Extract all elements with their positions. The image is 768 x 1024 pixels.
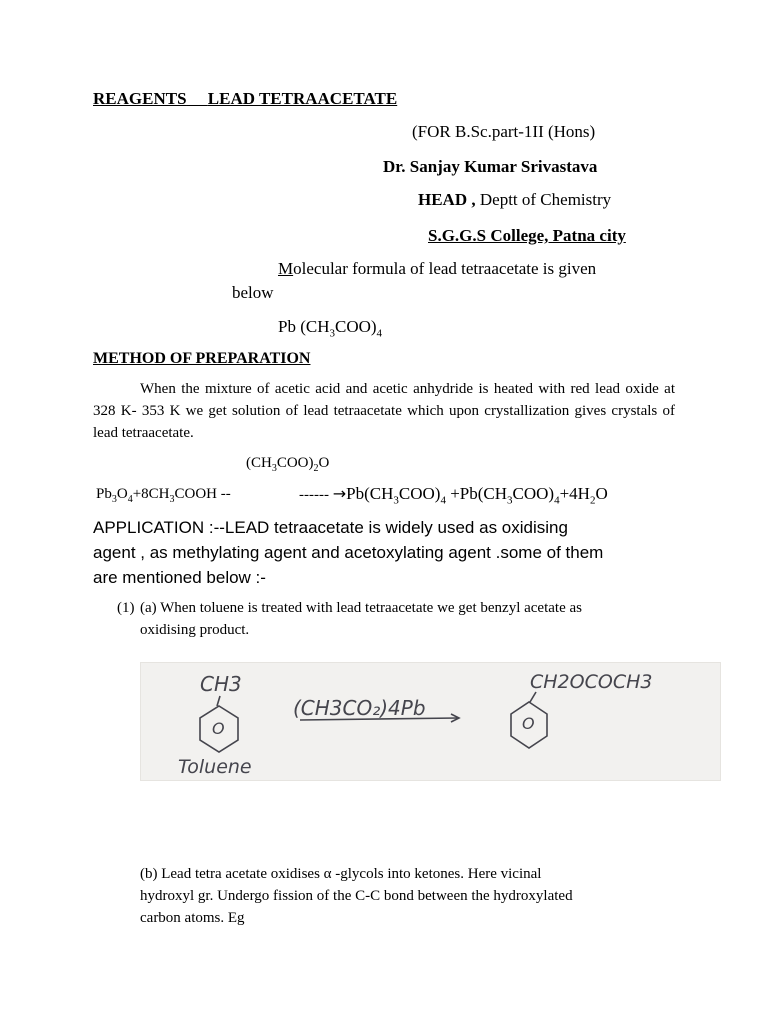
eq-part: +8CH [132,486,170,502]
eq-sub: 3 [393,494,399,507]
intro-first-letter: M [278,259,294,278]
eq-sub: 4 [554,494,560,507]
eq-part: +Pb(CH [445,484,508,503]
toluene-label: Toluene [178,756,252,778]
formula-sub: 4 [376,327,383,340]
item-b-line-2: hydroxyl gr. Undergo fission of the C-C bond between the hydroxylated [140,888,573,904]
reaction-products [299,484,608,506]
catalyst-sub: 2 [313,463,319,474]
eq-sub: 4 [127,494,133,505]
application-line-3: are mentioned below :- [93,568,266,587]
department-name: Deptt of Chemistry [475,190,612,209]
eq-dashes: ------ [299,487,333,503]
eq-part: +4H [559,484,590,503]
item-1-number: (1) [117,600,135,616]
eq-sub: 4 [440,494,446,507]
sketch-svg [140,662,721,781]
intro-line-1 [278,259,596,279]
eq-sub: 3 [111,494,117,505]
formula-sub: 3 [329,327,335,340]
catalyst-part: COO) [276,455,314,471]
eq-part: COO) [512,484,555,503]
methyl-bond [217,696,220,706]
reaction-catalyst [246,455,329,474]
product-bond [530,692,536,702]
intro-line-1-text: olecular formula of lead tetraacetate is given [293,259,597,278]
eq-part: COO) [398,484,441,503]
item-1a-line-2: oxidising product. [140,622,250,638]
catalyst-part: (CH [246,455,272,471]
eq-part: Pb [96,486,112,502]
reaction-arrow-icon: → [332,484,347,503]
eq-sub: 3 [169,494,175,505]
toluene-ring-mark: O [212,719,225,738]
molecular-formula [278,317,382,339]
toluene-reaction-sketch [140,662,721,781]
title-gap [187,89,208,108]
item-b-line-1: (b) Lead tetra acetate oxidises α -glycols into ketones. Here vicinal [140,866,542,882]
title-lead-tetraacetate: LEAD TETRAACETATE [207,89,398,108]
formula-part: COO) [334,317,377,336]
college-name: S.G.G.S College, Patna city [428,226,626,245]
eq-part: O [116,486,128,502]
reaction-equation [96,486,231,505]
reagent-label: (CH3CO₂)4Pb [293,696,426,720]
eq-part: O [595,484,608,503]
intro-line-2: below [232,283,274,302]
ch3-label: CH3 [200,672,242,696]
item-b-line-3: carbon atoms. Eg [140,910,245,926]
doc-title [93,89,397,109]
title-reagents: REAGENTS [93,89,187,108]
head-label: HEAD , [418,190,476,209]
application-line-2: agent , as methylating agent and acetoxylating agent .some of them [93,543,604,562]
formula-part: Pb (CH [278,317,330,336]
eq-sub: 2 [589,494,596,507]
section-heading-preparation: METHOD OF PREPARATION [93,350,311,367]
preparation-paragraph: When the mixture of acetic acid and acetic anhydride is heated with red lead oxide at 328 K- 353 K we get solution of lead tetraacetate which upon crystallization gives crystals of lead tetraacetate. [93,381,675,441]
item-1a-line-1: (a) When toluene is treated with lead tetraacetate we get benzyl acetate as [140,600,582,616]
benzyl-ring-mark: O [522,714,535,733]
application-line-1: APPLICATION :--LEAD tetraacetate is widely used as oxidising [93,518,568,537]
eq-part: COOH -- [174,486,231,502]
department-line [418,190,611,210]
course-line: (FOR B.Sc.part-1II (Hons) [412,122,596,141]
product-label: CH2OCOCH3 [530,671,653,693]
author-name: Dr. Sanjay Kumar Srivastava [383,157,598,176]
catalyst-sub: 3 [271,463,277,474]
eq-part: Pb(CH [346,484,394,503]
catalyst-part: O [318,455,330,471]
eq-sub: 3 [507,494,513,507]
